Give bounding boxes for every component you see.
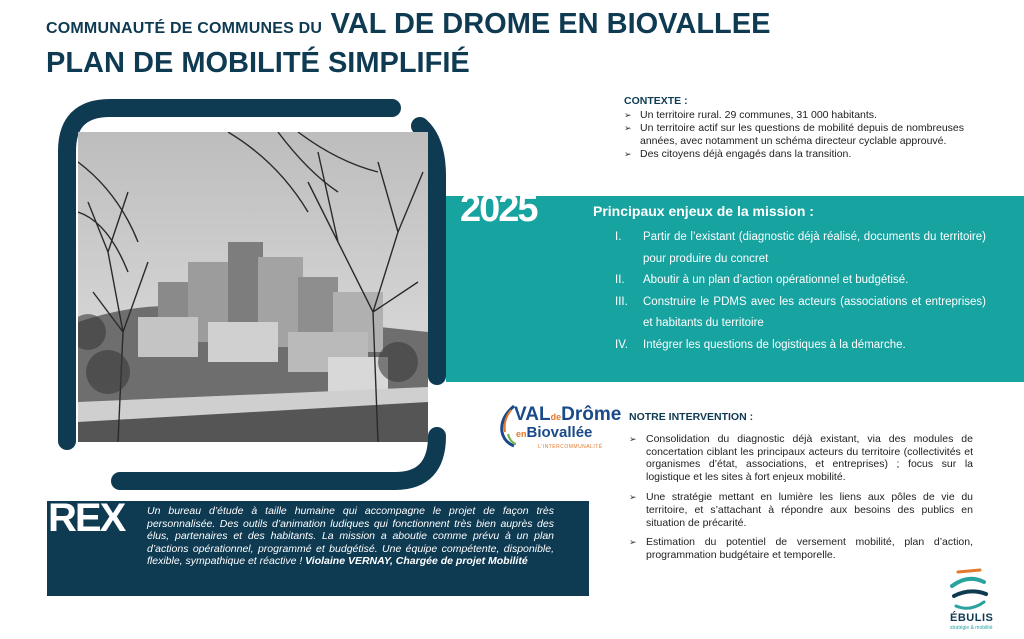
logo-val: VAL [514,404,551,425]
logo-en: en [516,429,527,439]
logo-de: de [550,412,562,422]
logo-biovallee: Biovallée [526,424,593,441]
intervention-item: ➢ Une stratégie mettant en lumière les liens aux pôles de vie du territoire, et s’attachant à répondre aux besoins des publics en situation de précarité. [629,491,973,529]
rex-testimonial [147,505,554,568]
enjeux-item-text: Aboutir à un plan d’action opérationnel et budgétisé. [643,274,909,286]
enjeux-item-number: II. [615,274,625,286]
enjeux-item [593,335,986,357]
intervention-item: ➢ Consolidation du diagnostic déjà existant, via des modules de concertation ciblant les principaux acteurs du territoire (collectivités et organismes d’état, associations, et entreprises) ; focus sur la logistique et les sites à fort enjeux mobilité. [629,433,973,484]
enjeux-title: Principaux enjeux de la mission : [593,203,814,219]
enjeux-item [593,270,986,292]
contexte-section [624,95,964,161]
enjeux-item [593,292,986,335]
enjeux-item-text: Intégrer les questions de logistiques à la démarche. [643,338,906,351]
ebulis-tagline: stratégie & mobilité [950,625,993,631]
enjeux-section [593,203,986,356]
village-photo [78,132,428,442]
village-photo-illustration [78,132,428,442]
intervention-list [629,433,973,562]
year-label: 2025 [460,188,537,230]
intervention-title: NOTRE INTERVENTION : [629,411,754,423]
logo-drome: Drôme [561,404,622,425]
enjeux-item-number: III. [615,295,628,308]
contexte-item: ➢ Des citoyens déjà engagés dans la transition. [624,148,964,161]
contexte-list [624,109,964,161]
enjeux-item-text: Partir de l’existant (diagnostic déjà réalisé, documents du territoire) pour produire du concret [643,231,986,265]
intervention-section [629,411,973,569]
intervention-item: ➢ Estimation du potentiel de versement mobilité, plan d’action, programmation budgétaire et temporelle. [629,536,973,562]
header-line-1 [46,8,770,41]
page-title: PLAN DE MOBILITÉ SIMPLIFIÉ [46,47,470,79]
rex-signature: Violaine VERNAY, Chargée de projet Mobilité [305,555,528,568]
rex-quote: Un bureau d’étude à taille humaine qui accompagne le projet de façon très personnalisée. Des outils d’animation ludiques qui fonctionnent très bien auprès des élus, partenaires et des habitants. La mission a aboutie comme prévu à un plan d’actions opérationnel, programmé et budgétisé. Une équipe compétente, disponible, flexible, sympathique et réactive ! [147,505,554,568]
enjeux-list [593,227,986,356]
rex-label: REX [48,496,125,540]
contexte-item: ➢ Un territoire actif sur les questions de mobilité depuis de nombreuses années, avec notamment un schéma directeur cyclable approuvé. [624,122,964,148]
ebulis-name: ÉBULIS [950,612,994,624]
header-big-title: VAL DE DROME EN BIOVALLEE [330,8,771,40]
ebulis-logo [944,566,1004,634]
contexte-title: CONTEXTE : [624,95,688,107]
logo-val-text [514,404,621,426]
val-de-drome-logo [498,404,622,452]
enjeux-item-number: I. [615,231,622,243]
enjeux-item-number: IV. [615,338,629,351]
ebulis-logo-icon [944,566,994,612]
logo-subtitle: L'INTERCOMMUNALITÉ [538,444,603,450]
enjeux-item [593,227,986,270]
logo-bio-text [516,424,592,441]
contexte-item: ➢ Un territoire rural. 29 communes, 31 000 habitants. [624,109,964,122]
enjeux-item-text: Construire le PDMS avec les acteurs (associations et entreprises) et habitants du territoire [643,295,986,329]
header-small-title: COMMUNAUTÉ DE COMMUNES DU [46,20,323,37]
